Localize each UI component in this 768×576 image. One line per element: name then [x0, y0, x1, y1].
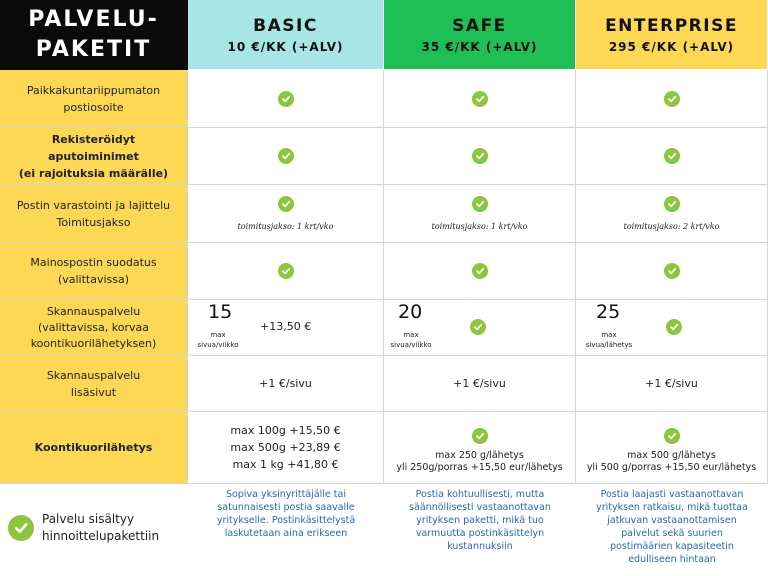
row-label-line: Toimitusjakso: [56, 215, 131, 229]
check-icon: [278, 148, 294, 164]
row-label-line: Paikkakuntariippumaton: [26, 83, 161, 97]
cell-enterprise-varastointi: [576, 185, 768, 243]
desc-line: edulliseen hintaan: [628, 554, 716, 565]
row-label-line: Mainospostin suodatus: [30, 256, 157, 269]
row-label-koontikuori: [0, 412, 188, 484]
check-icon: [278, 263, 294, 279]
desc-line: säännöllisesti vastaanottavan: [409, 502, 551, 513]
desc-line: Postia laajasti vastaanottavan: [600, 489, 744, 500]
price-line: max 250 g/lähetys: [435, 449, 524, 461]
row-label-line: Skannauspalvelu: [46, 368, 141, 382]
scan-amount: 20: [398, 301, 423, 323]
scan-unit-line: max: [210, 331, 226, 339]
cell-basic-postiosoite: [188, 70, 384, 128]
check-icon: [664, 428, 680, 444]
check-icon: [472, 263, 488, 279]
scan-unit-line: sivua/lähetys: [585, 341, 633, 349]
cell-safe-skannaus: [384, 300, 576, 356]
cell-basic-lisasivut: [188, 356, 384, 412]
plan-description-enterprise: [582, 488, 762, 566]
scan-unit: [582, 330, 636, 350]
plan-price-enterprise: 295 €/KK (+ALV): [608, 39, 735, 54]
delivery-note: toimitusjakso: 2 krt/vko: [623, 222, 720, 231]
extra-page-price: +1 €/sivu: [259, 377, 312, 390]
cell-safe-koontikuori: [384, 412, 576, 484]
delivery-note: toimitusjakso: 1 krt/vko: [237, 222, 334, 231]
price-line: max 500 g/lähetys: [627, 449, 716, 461]
scan-unit-line: max: [403, 331, 419, 339]
cell-basic-koontikuori: [188, 412, 384, 484]
plan-price-basic: 10 €/KK (+ALV): [227, 39, 344, 54]
desc-line: yrityksen paketti, mikä tuo: [416, 515, 544, 526]
row-label-lisasivut: [0, 356, 188, 412]
check-icon: [472, 148, 488, 164]
check-icon: [8, 515, 34, 541]
row-label-line: (valittavissa, korvaa: [37, 320, 149, 334]
price-line: max 500g +23,89 €: [230, 441, 341, 454]
cell-basic-mainospostin: [188, 243, 384, 300]
row-label-line: Postin varastointi ja lajittelu: [16, 198, 171, 212]
row-label-varastointi: [0, 185, 188, 243]
extra-page-price: +1 €/sivu: [645, 377, 698, 390]
price-line: max 1 kg +41,80 €: [232, 458, 339, 471]
cell-enterprise-postiosoite: [576, 70, 768, 128]
row-label-aputoiminimet: [0, 128, 188, 185]
cell-safe-mainospostin: [384, 243, 576, 300]
check-icon: [664, 263, 680, 279]
row-label-skannaus: [0, 300, 188, 356]
desc-line: Sopiva yksinyrittäjälle tai: [226, 489, 346, 500]
desc-line: kustannuksiin: [447, 541, 513, 552]
scan-amount: 15: [208, 301, 233, 323]
price-line: yli 250g/porras +15,50 eur/lähetys: [396, 461, 563, 473]
price-line: yli 500 g/porras +15,50 eur/lähetys: [586, 461, 757, 473]
delivery-note: toimitusjakso: 1 krt/vko: [431, 222, 528, 231]
plan-header-basic: [188, 0, 384, 70]
check-icon: [278, 196, 294, 212]
scan-unit-line: sivua/viikko: [197, 341, 239, 349]
row-label-mainospostin: [0, 243, 188, 300]
legend-line: hinnoittelupakettiin: [42, 529, 160, 543]
row-label-line: lisäsivut: [70, 385, 117, 399]
check-icon: [664, 196, 680, 212]
cell-enterprise-koontikuori: [576, 412, 768, 484]
row-label-line: koontikuorilähetyksen): [30, 336, 157, 350]
check-icon: [472, 196, 488, 212]
cell-safe-varastointi: [384, 185, 576, 243]
legend: [0, 488, 188, 568]
cell-enterprise-skannaus: [576, 300, 768, 356]
cell-safe-postiosoite: [384, 70, 576, 128]
plan-description-safe: [392, 488, 568, 553]
check-icon: [666, 319, 682, 335]
plan-header-enterprise: [576, 0, 768, 70]
plan-header-safe: [384, 0, 576, 70]
check-icon: [470, 319, 486, 335]
desc-line: laskutetaan aina erikseen: [224, 528, 348, 539]
table-title-line2: PAKETIT: [35, 36, 152, 62]
plan-name-enterprise: ENTERPRISE: [605, 15, 738, 36]
scan-extra-price: +13,50 €: [260, 320, 312, 333]
check-icon: [664, 91, 680, 107]
row-label-line: Rekisteröidyt aputoiminimet: [48, 132, 139, 163]
check-icon: [472, 91, 488, 107]
desc-line: postimäärien kapasiteetin: [610, 541, 734, 552]
legend-text: [42, 511, 159, 545]
scan-unit-line: max: [601, 331, 617, 339]
cell-enterprise-lisasivut: [576, 356, 768, 412]
cell-basic-skannaus: [188, 300, 384, 356]
scan-amount: 25: [596, 301, 621, 323]
cell-safe-lisasivut: [384, 356, 576, 412]
price-line: max 100g +15,50 €: [230, 424, 341, 437]
extra-page-price: +1 €/sivu: [453, 377, 506, 390]
cell-enterprise-mainospostin: [576, 243, 768, 300]
plan-description-basic: [196, 488, 376, 540]
row-label-postiosoite: [0, 70, 188, 128]
check-icon: [472, 428, 488, 444]
table-title-line1: PALVELU-: [28, 6, 159, 32]
desc-line: yritykselle. Postinkäsittelystä: [216, 515, 356, 526]
row-label-line: (ei rajoituksia määrälle): [18, 166, 169, 180]
row-label-line: postiosoite: [63, 100, 124, 114]
plan-name-basic: BASIC: [253, 15, 318, 36]
cell-basic-aputoiminimet: [188, 128, 384, 185]
check-icon: [664, 148, 680, 164]
desc-line: varmuutta postinkäsittelyn: [415, 528, 545, 539]
table-title: [0, 0, 188, 70]
row-label-line: Koontikuorilähetys: [34, 441, 153, 454]
scan-unit-line: sivua/viikko: [390, 341, 432, 349]
desc-line: palvelut sekä suurien: [621, 528, 723, 539]
check-icon: [278, 91, 294, 107]
row-label-line: (valittavissa): [57, 273, 130, 286]
cell-enterprise-aputoiminimet: [576, 128, 768, 185]
cell-safe-aputoiminimet: [384, 128, 576, 185]
scan-unit: [190, 330, 246, 350]
row-label-line: Skannauspalvelu: [46, 304, 141, 318]
legend-line: Palvelu sisältyy: [42, 512, 135, 526]
scan-unit: [384, 330, 438, 350]
desc-line: satunnaisesti postia saavalle: [217, 502, 355, 513]
desc-line: Postia kohtuullisesti, mutta: [415, 489, 545, 500]
plan-name-safe: SAFE: [452, 15, 507, 36]
desc-line: yrityksen ratkaisu, mikä tuottaa: [596, 502, 748, 513]
cell-basic-varastointi: [188, 185, 384, 243]
plan-price-safe: 35 €/KK (+ALV): [421, 39, 538, 54]
desc-line: jatkuvan vastaanottamisen: [607, 515, 737, 526]
